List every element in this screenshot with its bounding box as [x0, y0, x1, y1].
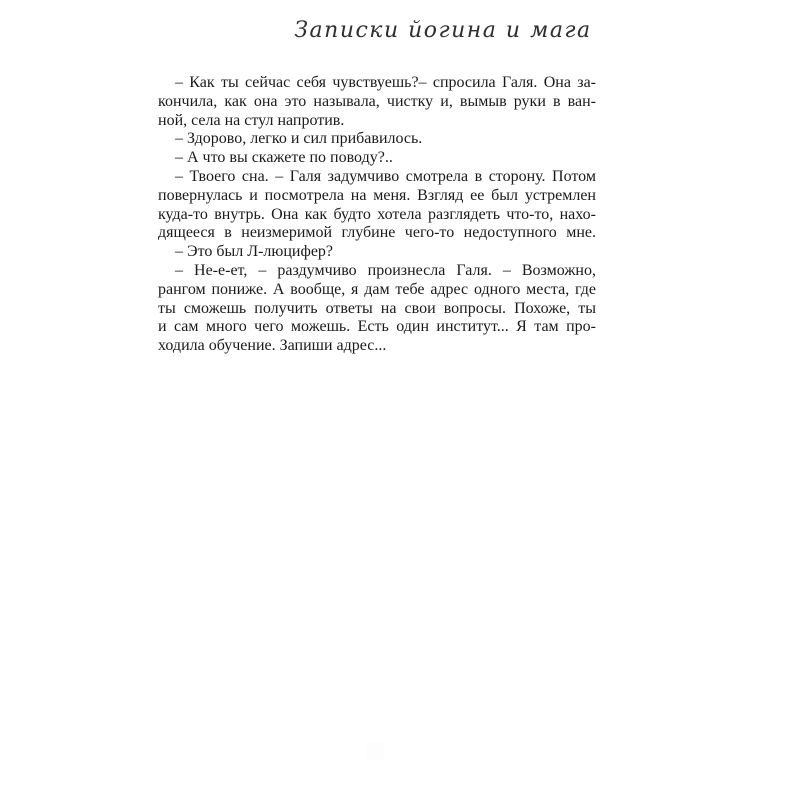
text-line: – Это был Л-люцифер?	[175, 243, 334, 261]
text-line: – Как ты сейчас себя чувствуешь?– спросила Галя. Она за-	[175, 74, 596, 91]
text-line: ходила обучение. Запиши адрес...	[158, 337, 387, 355]
text-line: рангом пониже. А вообще, я дам тебе адрес одного места, где	[158, 280, 596, 298]
running-head: Записки йогина и мага	[294, 18, 592, 43]
text-line: повернулась и посмотрела на меня. Взгляд ее был устремлен	[158, 186, 596, 204]
text-line: – Твоего сна. – Галя задумчиво смотрела в сторону. Потом	[175, 167, 596, 185]
text-line: – Не-е-ет, – раздумчиво произнесла Галя. – Возможно,	[175, 261, 596, 279]
text-line: – А что вы скажете по поводу?..	[175, 149, 393, 167]
body-text	[158, 74, 596, 356]
text-line: и сам много чего можешь. Есть один институт... Я там про-	[158, 318, 596, 336]
text-line: куда-то внутрь. Она как будто хотела разглядеть что-то, нахо-	[158, 205, 596, 223]
text-line: кончила, как она это называла, чистку и, вымыв руки в ван-	[158, 92, 596, 110]
text-line: дящееся в неизмеримой глубине чего-то недоступного мне.	[158, 224, 596, 242]
text-line: ты сможешь получить ответы на свои вопросы. Похоже, ты	[158, 299, 596, 317]
text-line: – Здорово, легко и сил прибавилось.	[175, 130, 423, 148]
text-line: ной, села на стул напротив.	[158, 111, 345, 129]
page-number-faded	[366, 742, 384, 760]
